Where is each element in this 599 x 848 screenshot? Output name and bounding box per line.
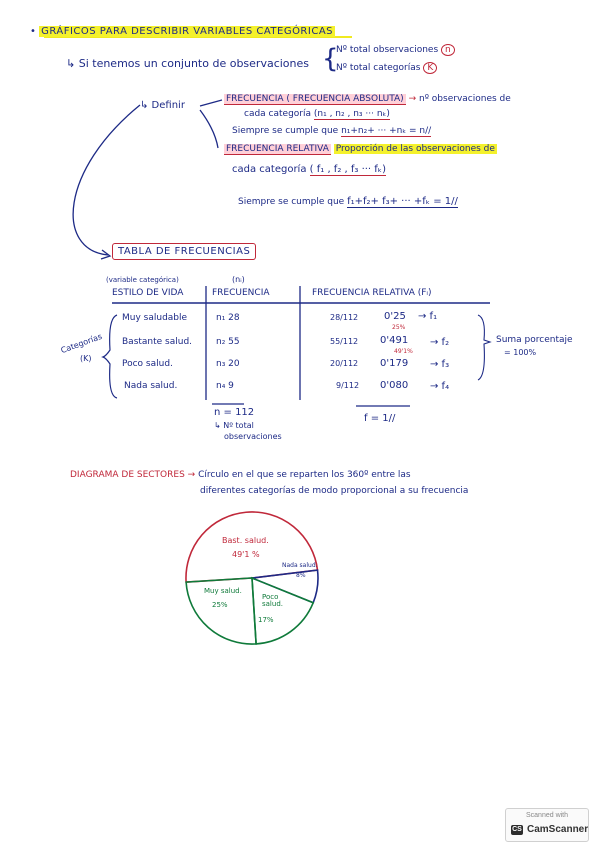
- row-cat: Poco salud.: [122, 359, 173, 369]
- freq-rel-rule: [238, 197, 458, 207]
- total-obs-symbol: n: [441, 44, 455, 56]
- freq-abs-values: (n₁ , n₂ , n₃ ··· nₖ): [313, 109, 390, 119]
- camscanner-logo-icon: CS: [512, 826, 522, 833]
- freq-rel-title: FRECUENCIA RELATIVA: [226, 144, 329, 154]
- row-freq: n₁ 28: [216, 313, 240, 323]
- pie-desc1: Círculo en el que se reparten los 360º entre las: [198, 470, 411, 480]
- intro-brace: {: [322, 44, 339, 74]
- header-estilo: ESTILO DE VIDA: [112, 288, 184, 298]
- slice-pct: 17%: [258, 616, 274, 624]
- total-obs-label: Nº total observaciones: [336, 45, 439, 55]
- heading: [30, 27, 335, 37]
- total-cat: [336, 64, 437, 73]
- total-cat-symbol: K: [423, 62, 437, 74]
- row-f: → f₄: [430, 381, 450, 392]
- freq-rel-line2: [232, 165, 386, 175]
- total-cat-label: Nº total categorías: [336, 63, 421, 73]
- total-n: n = 112: [214, 407, 255, 418]
- row-f: → f₁: [418, 311, 438, 322]
- table-title: TABLA DE FRECUENCIAS: [112, 243, 256, 260]
- pie-arrow: →: [187, 470, 196, 480]
- intro-line: [66, 58, 309, 69]
- side-k: (K): [80, 354, 92, 363]
- intro-arrow: ↳: [66, 57, 76, 70]
- slice-pct: 49'1 %: [232, 550, 260, 559]
- side-label: Categorías: [59, 331, 104, 356]
- freq-abs-arrow: →: [408, 94, 417, 104]
- row-rel: 0'491: [380, 335, 409, 346]
- row-f: → f₃: [430, 359, 450, 370]
- slice-label: Nada salud.: [282, 562, 318, 569]
- intro-text: Si tenemos un conjunto de observaciones: [78, 57, 310, 70]
- total-note-2: observaciones: [224, 432, 282, 441]
- row-pct: 49'1%: [394, 348, 413, 355]
- row-cat: Bastante salud.: [122, 337, 193, 347]
- freq-abs-desc2: cada categoría: [244, 109, 312, 119]
- row-cat: Nada salud.: [124, 381, 178, 391]
- var-label: (variable categórica): [106, 276, 179, 284]
- freq-abs-rule-prefix: Siempre se cumple que: [232, 126, 339, 136]
- pie-title: DIAGRAMA DE SECTORES: [70, 470, 185, 480]
- row-rel: 0'080: [380, 380, 409, 391]
- row-freq: n₃ 20: [216, 359, 240, 369]
- freq-abs-line2: [244, 110, 390, 119]
- freq-rel-rule-eq: f₁+f₂+ f₃+ ··· +fₖ = 1//: [347, 196, 458, 207]
- total-f: f = 1//: [364, 413, 396, 424]
- row-pct: 25%: [392, 324, 406, 331]
- row-frac: 9/112: [336, 381, 360, 390]
- table-title-wrap: [112, 247, 256, 257]
- definir-label: ↳ Definir: [140, 100, 185, 111]
- freq-abs-desc1: nº observaciones de: [419, 94, 511, 104]
- ni-label: (nᵢ): [232, 275, 245, 284]
- badge-caption: Scanned with: [525, 812, 569, 819]
- row-rel: 0'179: [380, 358, 409, 369]
- freq-rel-desc2: cada categoría: [232, 164, 307, 175]
- slice-label: Poco salud.: [262, 593, 283, 608]
- freq-rel-rule-prefix: Siempre se cumple que: [238, 197, 345, 207]
- row-rel: 0'25: [384, 311, 406, 322]
- slice-label: Muy salud.: [204, 587, 242, 595]
- sum-note-2: = 100%: [504, 348, 537, 357]
- slice-pct: 8%: [296, 572, 306, 579]
- total-note-1: ↳ Nº total: [214, 421, 254, 430]
- slice-pct: 25%: [212, 601, 228, 609]
- row-f: → f₂: [430, 337, 450, 348]
- badge-name: CamScanner: [527, 824, 589, 835]
- row-frac: 28/112: [330, 313, 359, 322]
- camscanner-badge: [505, 808, 589, 842]
- heading-bullet: •: [30, 26, 36, 37]
- slice-label: Bast. salud.: [222, 536, 269, 545]
- row-freq: n₂ 55: [216, 337, 240, 347]
- sum-note-1: Suma porcentaje: [496, 335, 573, 345]
- freq-abs-rule-eq: n₁+n₂+ ··· +nₖ = n//: [341, 126, 432, 136]
- freq-rel-desc1: Proporción de las observaciones de: [335, 144, 495, 154]
- pie-desc2: diferentes categorías de modo proporcional a su frecuencia: [200, 486, 469, 496]
- row-frac: 20/112: [330, 359, 359, 368]
- row-cat: Muy saludable: [122, 313, 188, 323]
- total-obs: [336, 46, 455, 55]
- row-freq: n₄ 9: [216, 381, 234, 391]
- freq-abs-title: FRECUENCIA ( FRECUENCIA ABSOLUTA): [226, 94, 404, 104]
- freq-abs-line: [224, 95, 511, 104]
- freq-abs-rule: [232, 127, 431, 136]
- row-frac: 55/112: [330, 337, 359, 346]
- freq-rel-line: [224, 145, 497, 154]
- freq-rel-values: ( f₁ , f₂ , f₃ ··· fₖ): [309, 164, 386, 175]
- heading-text: GRÁFICOS PARA DESCRIBIR VARIABLES CATEGÓRICAS: [41, 26, 334, 37]
- header-frecuencia: FRECUENCIA: [212, 288, 270, 298]
- header-frec-rel: FRECUENCIA RELATIVA (Fᵢ): [312, 288, 432, 298]
- pie-slice: [252, 578, 313, 644]
- pie-title-line: [70, 471, 411, 480]
